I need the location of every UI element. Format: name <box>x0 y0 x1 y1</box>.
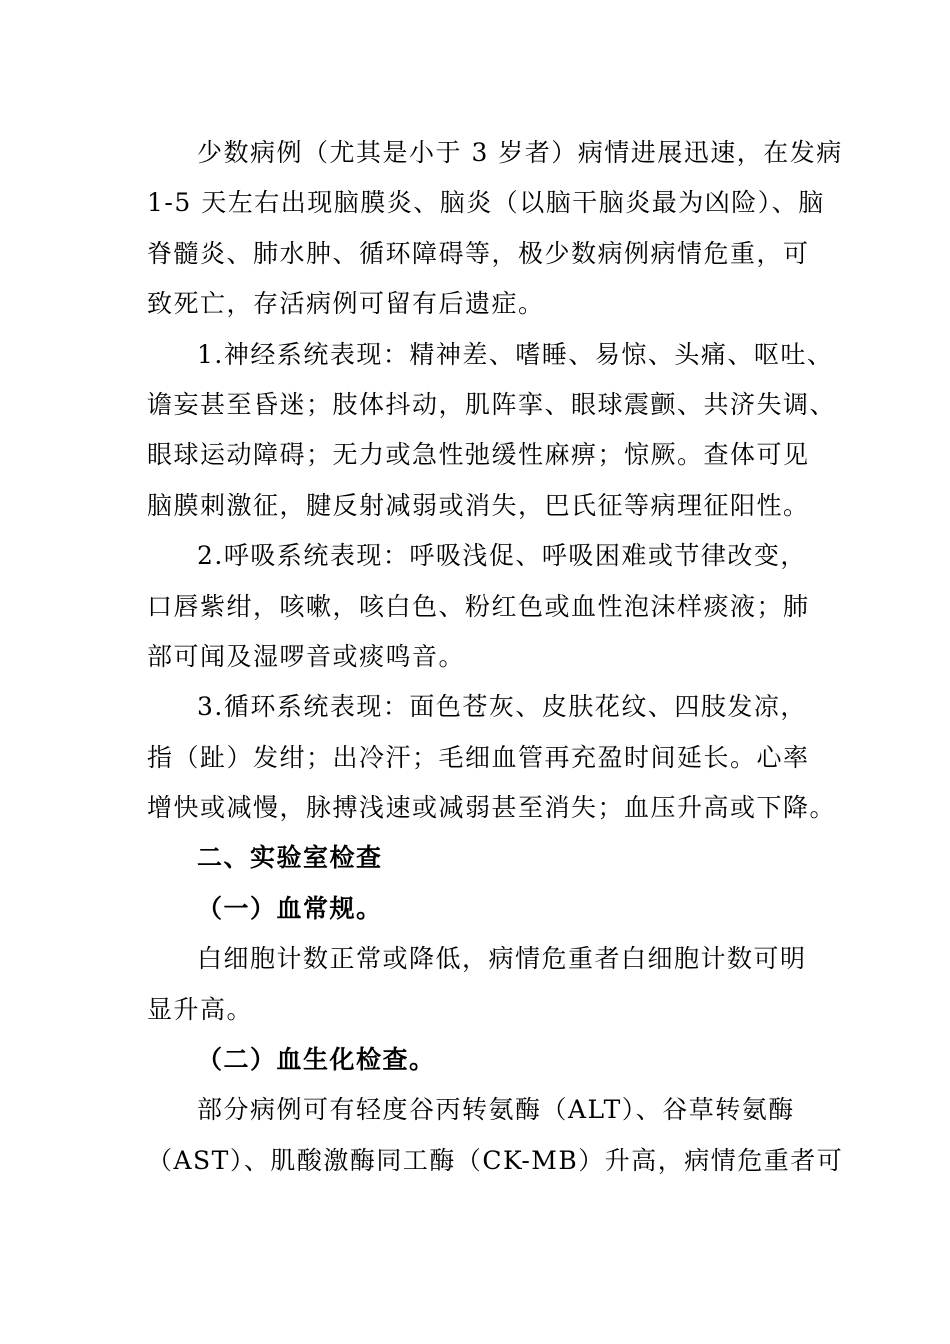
paragraph-line: 致死亡，存活病例可留有后遗症。 <box>147 289 545 319</box>
subsection-heading-blood-routine: （一）血常规。 <box>197 893 383 923</box>
paragraph-line: 脑膜刺激征，腱反射减弱或消失，巴氏征等病理征阳性。 <box>147 490 810 520</box>
paragraph-line: 1-5 天左右出现脑膜炎、脑炎（以脑干脑炎最为凶险）、脑 <box>147 188 825 218</box>
subsection-heading-blood-biochem: （二）血生化检查。 <box>197 1045 436 1075</box>
document-body <box>147 128 844 1186</box>
paragraph-line: 口唇紫绀，咳嗽，咳白色、粉红色或血性泡沫样痰液；肺 <box>147 591 810 621</box>
paragraph-blood-biochem <box>147 1085 844 1186</box>
paragraph-nervous-system <box>147 330 837 532</box>
paragraph-line: 谵妄甚至昏迷；肢体抖动，肌阵挛、眼球震颤、共济失调、 <box>147 389 837 419</box>
paragraph-line: 少数病例（尤其是小于 3 岁者）病情进展迅速，在发病 <box>197 138 843 167</box>
paragraph-circulatory-system <box>147 682 837 833</box>
paragraph-intro <box>147 128 843 330</box>
paragraph-line: （AST）、肌酸激酶同工酶（CK-MB）升高，病情危重者可 <box>147 1145 844 1175</box>
paragraph-blood-routine <box>147 934 807 1035</box>
section-heading: 二、实验室检查 <box>197 843 383 873</box>
paragraph-line: 1.神经系统表现：精神差、嗜睡、易惊、头痛、呕吐、 <box>197 339 834 369</box>
paragraph-line: 眼球运动障碍；无力或急性弛缓性麻痹；惊厥。查体可见 <box>147 440 810 470</box>
paragraph-line: 部分病例可有轻度谷丙转氨酶（ALT）、谷草转氨酶 <box>197 1095 795 1125</box>
paragraph-line: 显升高。 <box>147 994 254 1024</box>
paragraph-respiratory-system <box>147 531 810 682</box>
paragraph-line: 增快或减慢，脉搏浅速或减弱甚至消失；血压升高或下降。 <box>147 793 837 823</box>
paragraph-line: 脊髓炎、肺水肿、循环障碍等，极少数病例病情危重，可 <box>147 238 810 268</box>
paragraph-line: 指（趾）发绀；出冷汗；毛细血管再充盈时间延长。心率 <box>147 742 810 772</box>
paragraph-line: 白细胞计数正常或降低，病情危重者白细胞计数可明 <box>197 944 807 974</box>
paragraph-line: 2.呼吸系统表现：呼吸浅促、呼吸困难或节律改变， <box>197 541 807 571</box>
paragraph-line: 3.循环系统表现：面色苍灰、皮肤花纹、四肢发凉， <box>197 692 807 722</box>
paragraph-line: 部可闻及湿啰音或痰鸣音。 <box>147 641 466 671</box>
